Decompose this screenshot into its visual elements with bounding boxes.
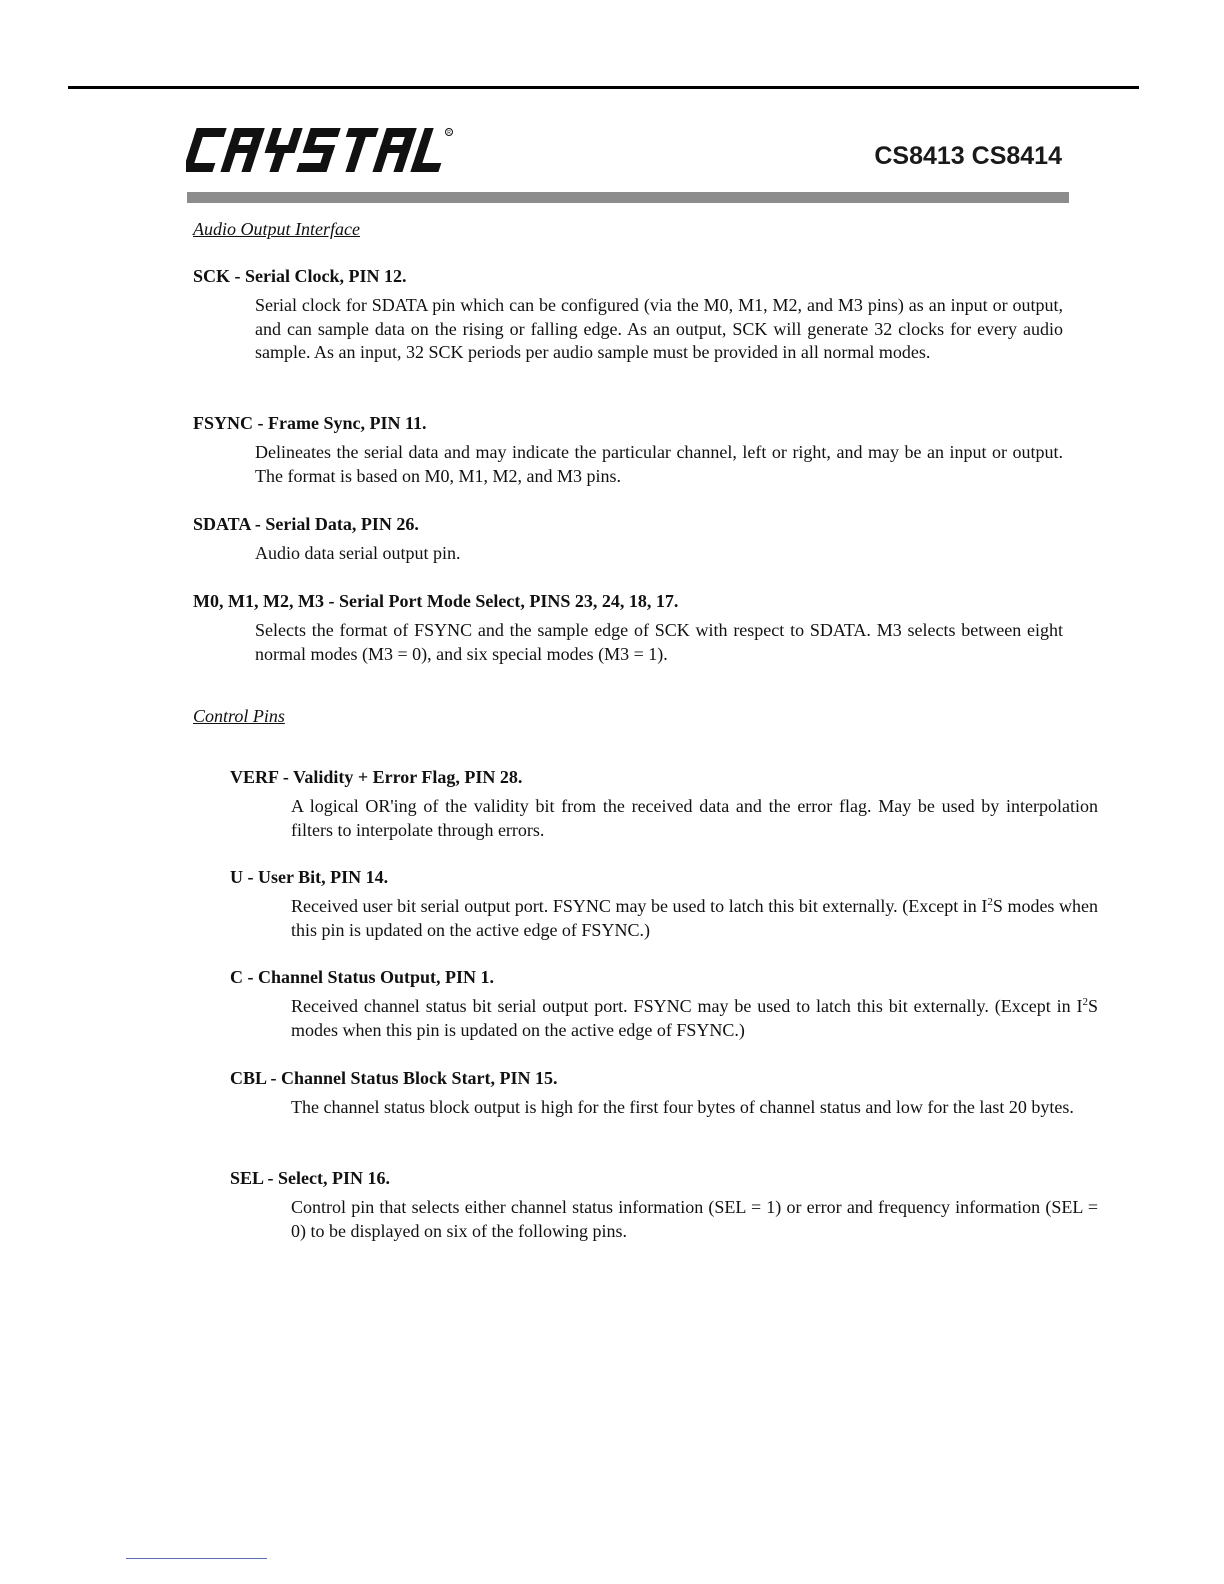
pin-heading: U - User Bit, PIN 14. bbox=[230, 867, 389, 887]
pin-sel bbox=[230, 1167, 1098, 1243]
pin-description: Received user bit serial output port. FSYNC may be used to latch this bit externally. (Except in $I^2S$ modes when this pin is updated on the active edge of FSYNC.) bbox=[291, 896, 1098, 940]
pin-description: Delineates the serial data and may indicate the particular channel, left or right, and may be an input or output. The format is based on M0, M1, M2, and M3 pins. bbox=[255, 442, 1063, 486]
pin-description: Audio data serial output pin. bbox=[255, 543, 461, 563]
pin-heading: M0, M1, M2, M3 - Serial Port Mode Select, PINS 23, 24, 18, 17. bbox=[193, 591, 679, 611]
pin-description: Serial clock for SDATA pin which can be configured (via the M0, M1, M2, and M3 pins) as an input or output, and can sample data on the rising or falling edge. As an output, SCK will generate 32 clocks for every audio sample. As an input, 32 SCK periods per audio sample must be provided in all normal modes. bbox=[255, 295, 1063, 362]
pin-description: Control pin that selects either channel status information (SEL = 1) or error and frequency information (SEL = 0) to be displayed on six of the following pins. bbox=[291, 1197, 1098, 1241]
pin-description: The channel status block output is high for the first four bytes of channel status and low for the last 20 bytes. bbox=[291, 1097, 1074, 1117]
part-number: CS8413 CS8414 bbox=[874, 142, 1062, 170]
pin-heading: CBL - Channel Status Block Start, PIN 15. bbox=[230, 1068, 558, 1088]
pin-description: Selects the format of FSYNC and the sample edge of SCK with respect to SDATA. M3 selects between eight normal modes (M3 = 0), and six special modes (M3 = 1). bbox=[255, 620, 1063, 664]
pin-verf bbox=[230, 766, 1098, 842]
pin-description: Received channel status bit serial output port. FSYNC may be used to latch this bit externally. (Except in $I^2S$ modes when this pin is updated on the active edge of FSYNC.) bbox=[291, 996, 1098, 1040]
pin-fsync bbox=[193, 412, 1063, 488]
pin-heading: SDATA - Serial Data, PIN 26. bbox=[193, 514, 419, 534]
pin-heading: FSYNC - Frame Sync, PIN 11. bbox=[193, 413, 427, 433]
pin-description: A logical OR'ing of the validity bit from the received data and the error flag. May be used by interpolation filters to interpolate through errors. bbox=[291, 796, 1098, 840]
pin-sck bbox=[193, 265, 1063, 365]
pin-heading: C - Channel Status Output, PIN 1. bbox=[230, 967, 495, 987]
header-bar bbox=[187, 192, 1069, 203]
top-rule bbox=[68, 86, 1139, 89]
pin-mode-select bbox=[193, 590, 1063, 666]
section-title-audio-output: Audio Output Interface bbox=[193, 219, 360, 239]
pin-sdata bbox=[193, 513, 1063, 566]
pin-heading: SEL - Select, PIN 16. bbox=[230, 1168, 390, 1188]
pin-channel-status bbox=[230, 966, 1098, 1042]
pin-user-bit bbox=[230, 866, 1098, 942]
section-title-control-pins: Control Pins bbox=[193, 706, 285, 726]
crystal-logo bbox=[186, 124, 458, 176]
pin-heading: VERF - Validity + Error Flag, PIN 28. bbox=[230, 767, 523, 787]
svg-text:R: R bbox=[447, 130, 451, 136]
pin-heading: SCK - Serial Clock, PIN 12. bbox=[193, 266, 407, 286]
footnote-rule bbox=[126, 1558, 267, 1559]
pin-cbl bbox=[230, 1067, 1098, 1120]
